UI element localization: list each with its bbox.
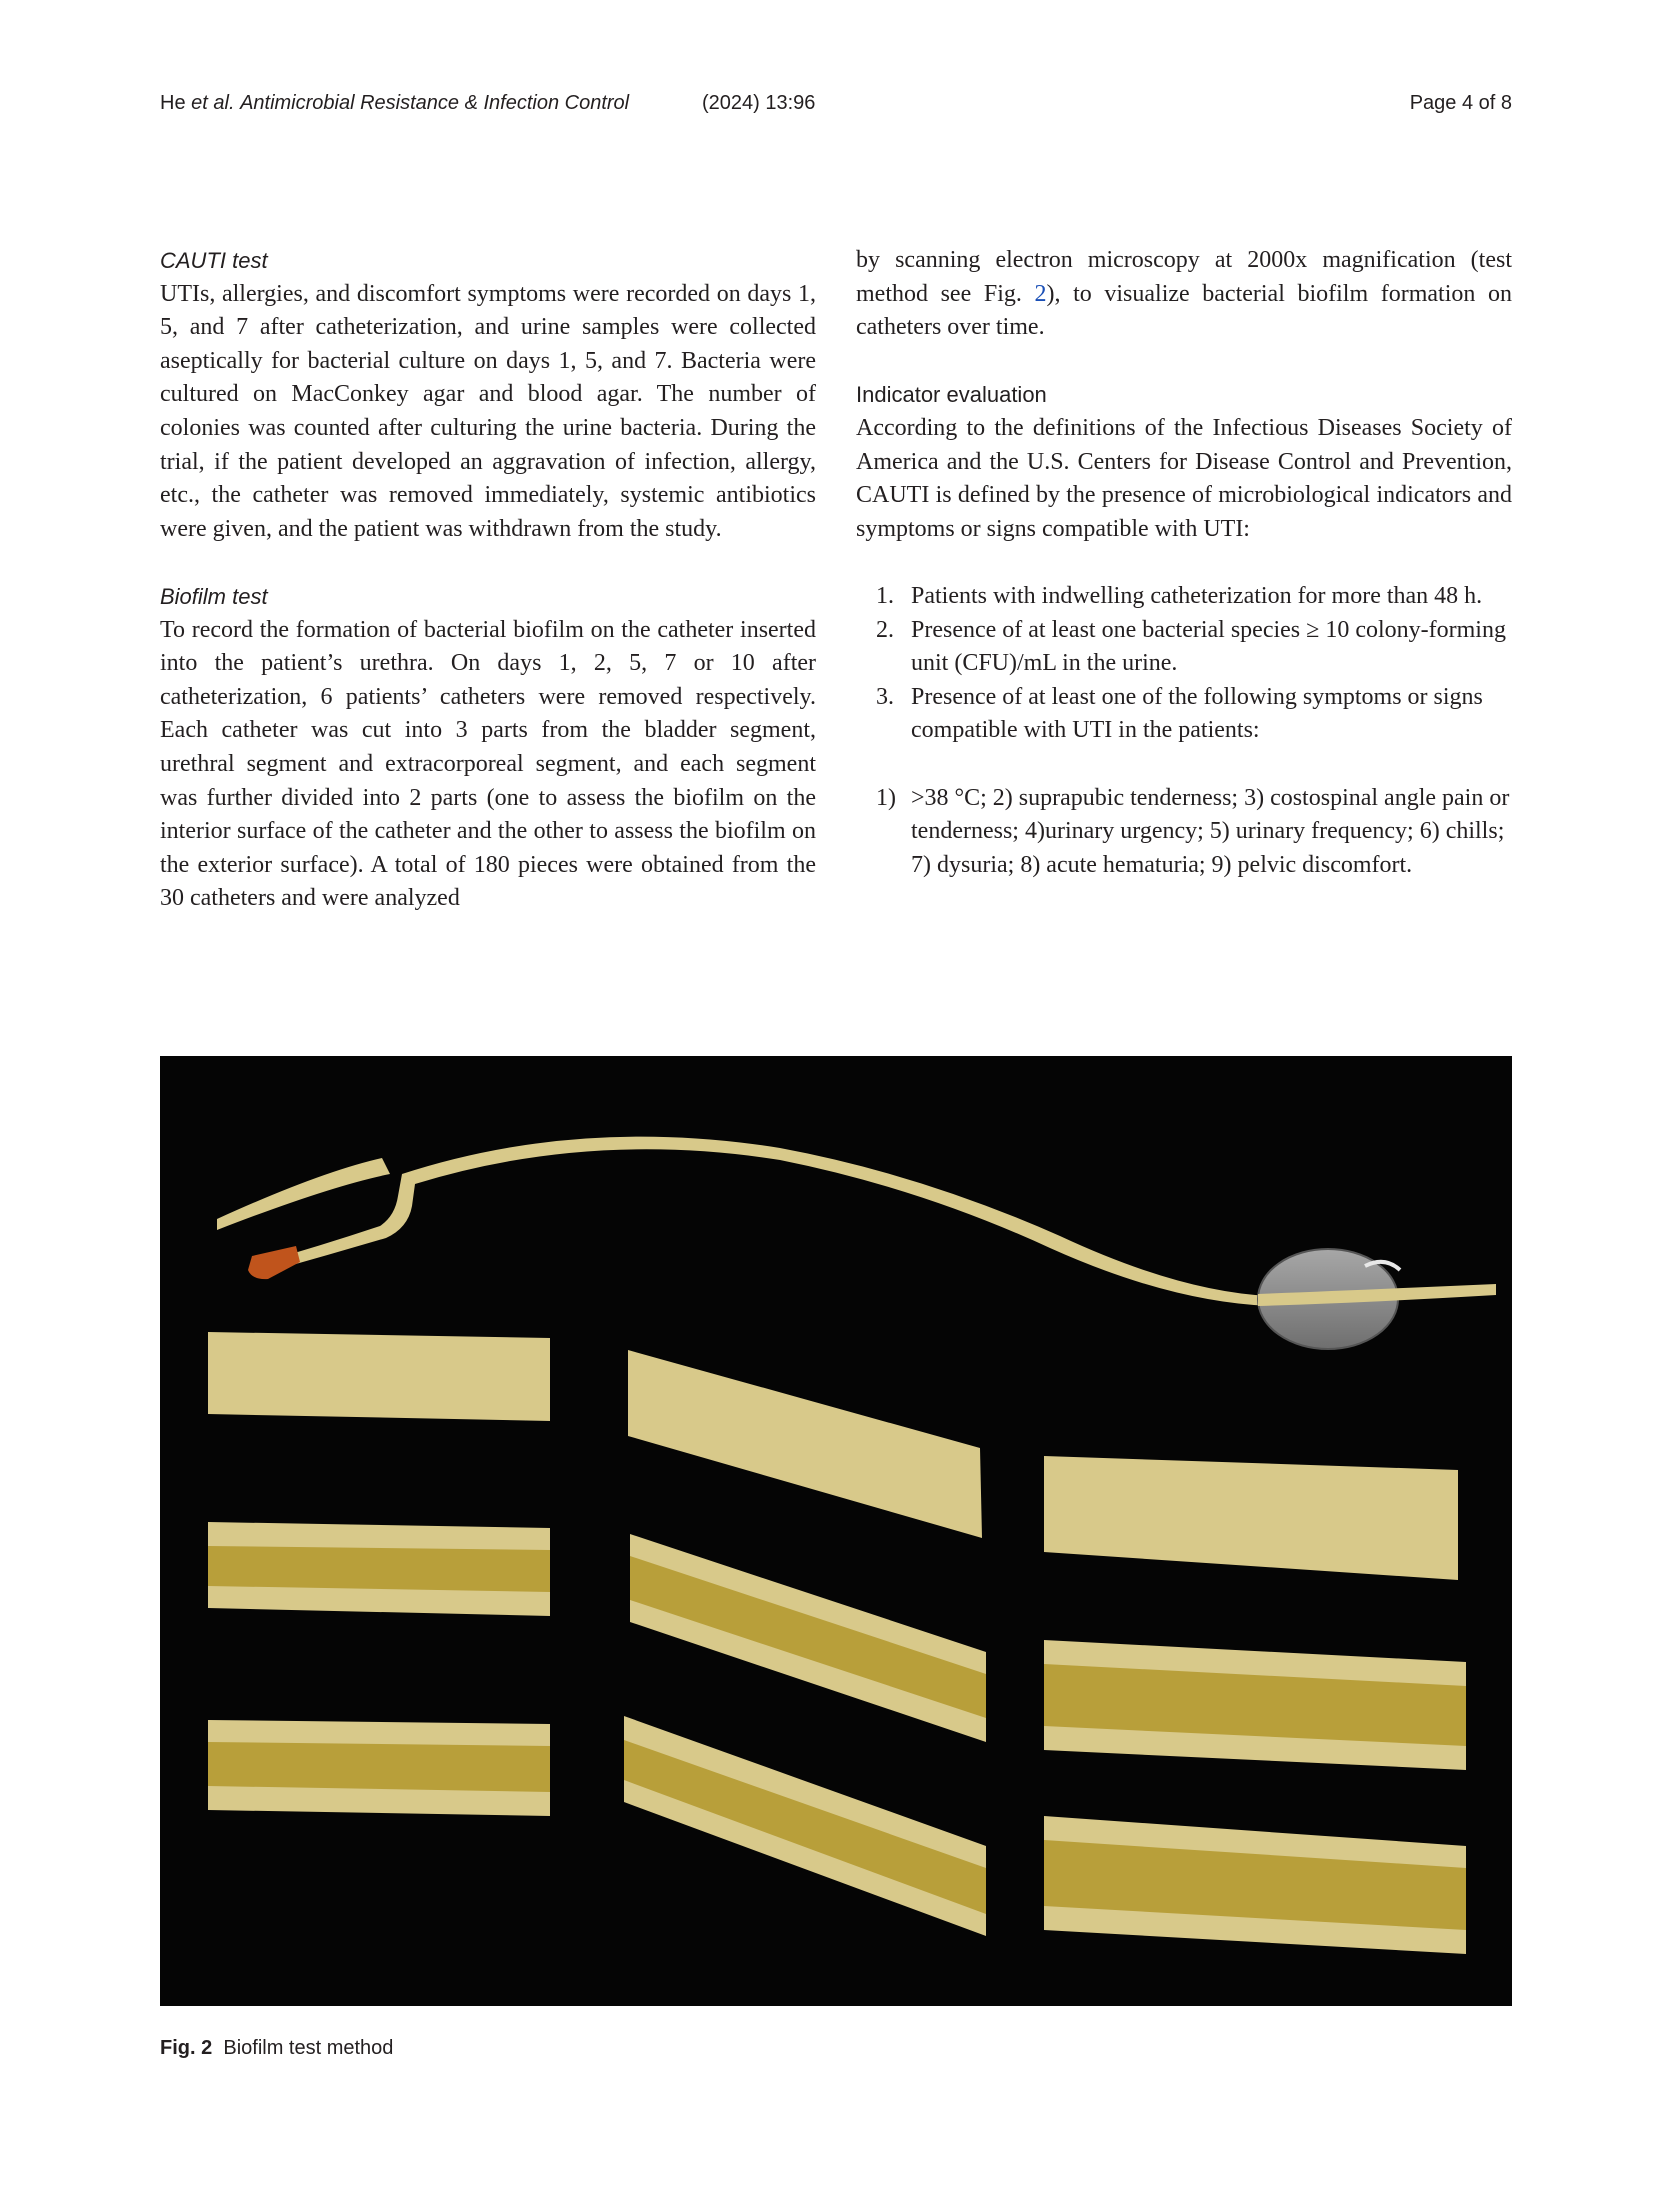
catheter-tip [248,1246,300,1279]
figure-label: Fig. 2 [160,2037,213,2059]
figure-2 [160,1056,1512,2006]
foley-catheter [217,1137,1496,1349]
segment-urethral-split-2 [624,1716,986,1936]
continuation-paragraph: by scanning electron microscopy at 2000x magnification (test method see Fig. 2), to visualize bacterial biofilm formation on catheters over time. [856,247,1513,341]
catheter-side-arm [217,1158,390,1230]
left-column [160,244,816,916]
indicator-heading: Indicator evaluation [856,382,1047,408]
segment-urethral-split-1 [630,1534,986,1742]
segment-bladder-split-2 [208,1720,550,1816]
cauti-paragraph: UTIs, allergies, and discomfort symptoms were recorded on days 1, 5, and 7 after catheterization, and urine samples were collected aseptically for bacterial culture on days 1, 5, and 7. Bacteria were cultured on MacConkey agar and blood agar. The number of colonies was counted after culturing the urine bacteria. During the trial, if the patient developed an aggravation of infection, allergy, etc., the catheter was removed immediately, systemic antibiotics were given, and the patient was withdrawn from the study. [160,280,816,542]
right-column [856,244,1512,882]
segment-urethral-top [628,1350,982,1538]
segment-bladder-split-1 [208,1522,550,1616]
catheter-illustration [160,1056,1512,2006]
figure-caption [160,2037,393,2060]
list-item: 1. Patients with indwelling catheterization for more than 48 h. [876,582,1483,609]
segment-extracorporeal-split-2 [1044,1816,1466,1954]
segment-extracorporeal-top [1044,1456,1458,1580]
indicator-paragraph: According to the definitions of the Infectious Diseases Society of America and the U.S. Centers for Disease Control and Prevention, CAUTI is defined by the presence of microbiological indicators and symptoms or signs compatible with UTI: [856,414,1512,542]
figure-link[interactable]: 2 [1034,280,1047,307]
segment-bladder-top [208,1332,550,1421]
figure-caption-text: Biofilm test method [223,2037,394,2059]
citation: (2024) 13:96 [702,92,816,114]
segment-extracorporeal-split-1 [1044,1640,1466,1770]
catheter-main-tube [260,1137,1270,1306]
running-header [160,92,1512,122]
journal-title: He et al. Antimicrobial Resistance & Infection Control [160,92,630,114]
cauti-heading: CAUTI test [160,248,268,273]
criteria-list [856,580,1512,748]
symptom-list [856,782,1512,883]
list-item: 3. Presence of at least one of the following symptoms or signs compatible with UTI in the patients: [876,683,1483,744]
list-item: 1) >38 °C; 2) suprapubic tenderness; 3) costospinal angle pain or tenderness; 4)urinary urgency; 5) urinary frequency; 6) chills; 7) dysuria; 8) acute hematuria; 9) pelvic discomfort. [876,784,1510,878]
biofilm-paragraph: To record the formation of bacterial biofilm on the catheter inserted into the patient’s urethra. On days 1, 2, 5, 7 or 10 after catheterization, 6 patients’ catheters were removed respectively. Each catheter was cut into 3 parts from the bladder segment, urethral segment and extracorporeal segment, and each segment was further divided into 2 parts (one to assess the biofilm on the interior surface of the catheter and the other to assess the biofilm on the exterior surface). A total of 180 pieces were obtained from the 30 catheters and were analyzed [160,616,816,912]
biofilm-heading: Biofilm test [160,583,268,609]
list-item: 2. Presence of at least one bacterial species ≥ 10 colony-forming unit (CFU)/mL in the urine. [876,616,1506,677]
page-number: Page 4 of 8 [1409,92,1512,114]
